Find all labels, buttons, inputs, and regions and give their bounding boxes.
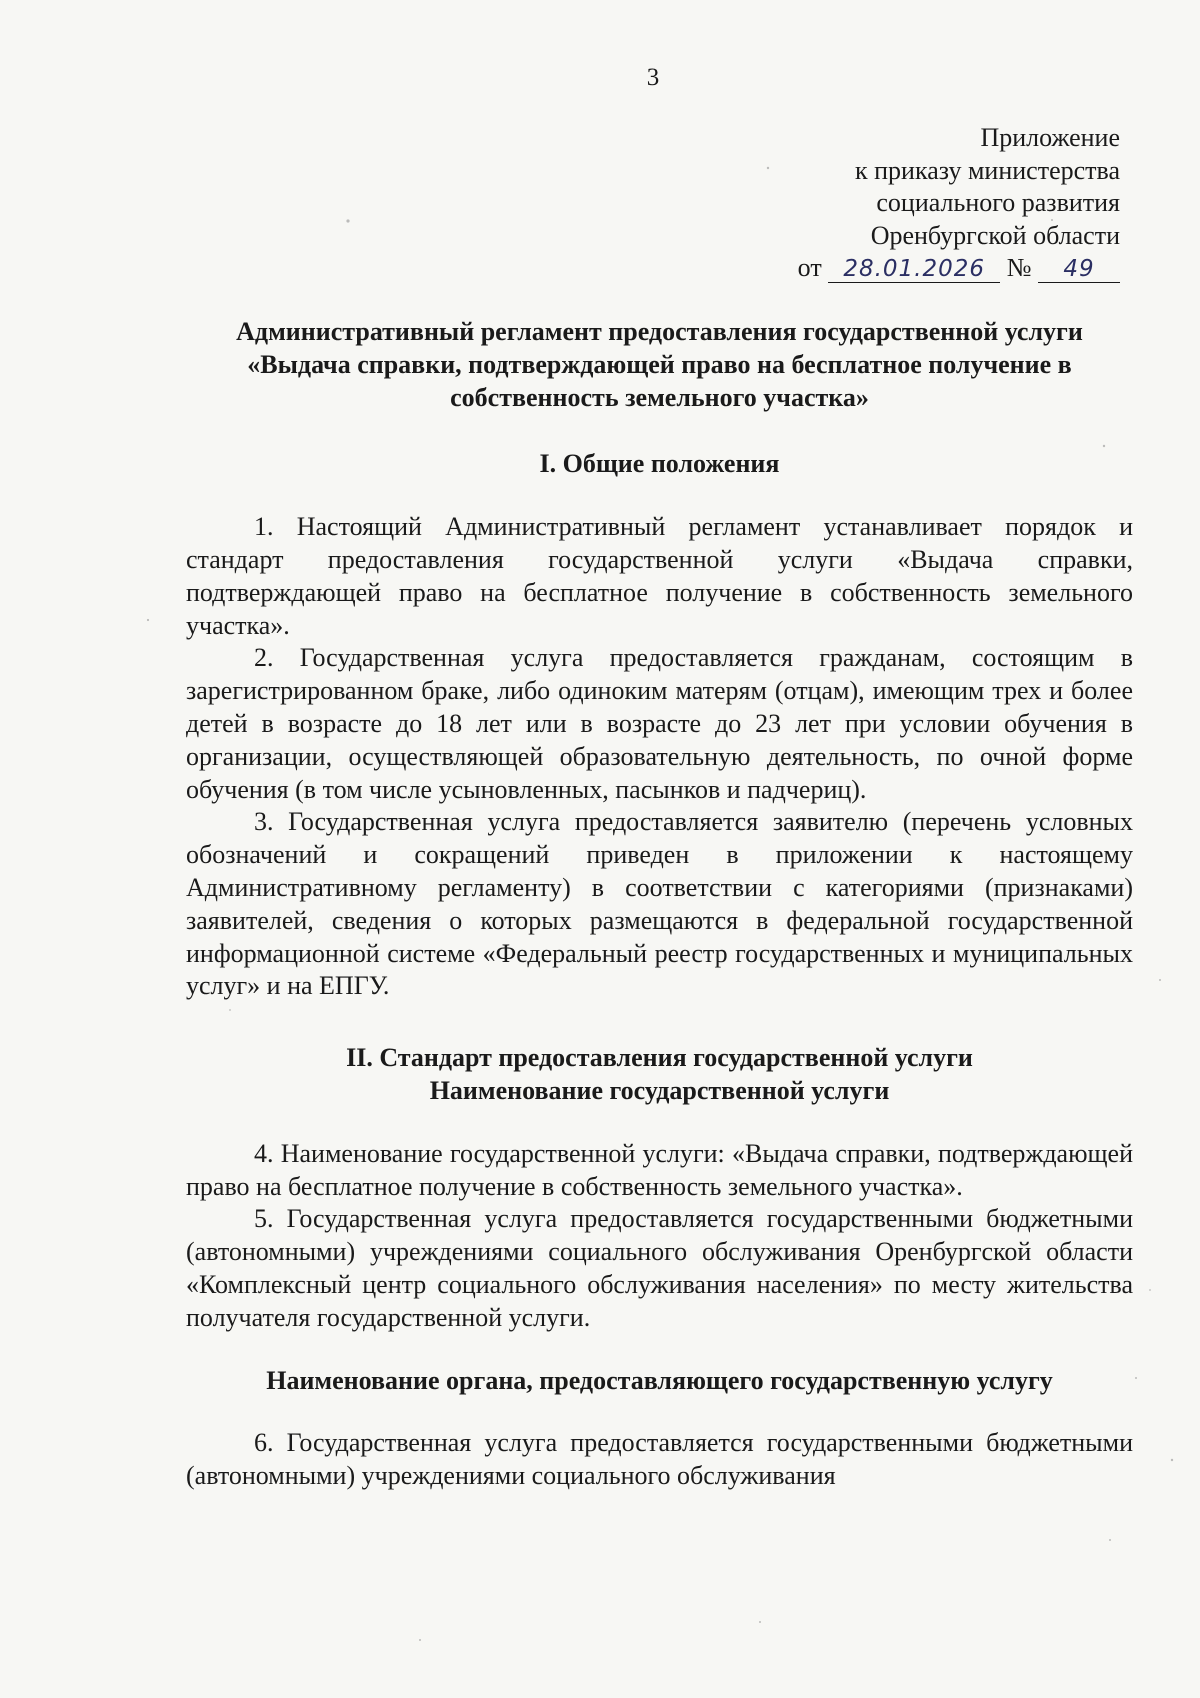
number-sign: № — [1006, 253, 1032, 282]
section-heading-general: I. Общие положения — [539, 449, 780, 479]
appendix-line: социального развития — [876, 188, 1120, 217]
appendix-date-line — [798, 252, 1120, 285]
title-line: собственность земельного участка» — [450, 382, 869, 412]
paragraph-6: 6. Государственная услуга предоставляется государственными бюджетными (автономными) учреждениями социального обслуживания — [186, 1428, 1133, 1491]
date-prefix: от — [797, 253, 822, 282]
heading-line: Наименование государственной услуги — [429, 1075, 890, 1105]
heading-line: II. Стандарт предоставления государственной услуги — [346, 1043, 973, 1073]
section-heading-authority: Наименование органа, предоставляющего государственную услугу — [266, 1365, 1053, 1395]
appendix-block — [798, 122, 1120, 285]
paragraph-5: 5. Государственная услуга предоставляется государственными бюджетными (автономными) учреждениями социального обслуживания Оренбургской области «Комплексный центр социального обслуживания населения» по месту жительства получателя государственной услуги. — [186, 1204, 1133, 1332]
section-heading-standard — [186, 1042, 1133, 1108]
appendix-line: к приказу министерства — [855, 155, 1120, 185]
paragraph-4: 4. Наименование государственной услуги: «Выдача справки, подтверждающей право на бесплатное получение в собственность земельного участка». — [186, 1138, 1133, 1201]
paragraph-1: 1. Настоящий Административный регламент устанавливает порядок и стандарт предоставления государственной услуги «Выдача справки, подтверждающей право на бесплатное получение в собственность земельного участка». — [186, 512, 1133, 640]
handwritten-date: 28.01.2026 — [828, 256, 1000, 283]
title-line: Административный регламент предоставления государственной услуги — [236, 317, 1083, 346]
page-number: 3 — [646, 64, 660, 91]
paragraph-2: 2. Государственная услуга предоставляется гражданам, состоящим в зарегистрированном браке, либо одиноким матерям (отцам), имеющим трех и более детей в возрасте до 18 лет или в возрасте до 23 лет при условии обучения в организации, осуществляющей образовательную деятельность, по очной форме обучения (в том числе усыновленных, пасынков и падчериц). — [186, 643, 1133, 804]
document-title — [186, 316, 1133, 414]
appendix-line: Оренбургской области — [870, 220, 1120, 250]
document-body — [186, 316, 1133, 1493]
title-line: «Выдача справки, подтверждающей право на бесплатное получение в — [247, 349, 1072, 379]
paragraph-3: 3. Государственная услуга предоставляется заявителю (перечень условных обозначений и сокращений приведен в приложении к настоящему Административному регламенту) в соответствии с категориями (признаками) заявителей, сведения о которых размещаются в федеральной государственной информационной системе «Федеральный реестр государственных и муниципальных услуг» и на ЕПГУ. — [186, 807, 1133, 1001]
appendix-line: Приложение — [980, 123, 1120, 152]
handwritten-number: 49 — [1038, 256, 1120, 283]
